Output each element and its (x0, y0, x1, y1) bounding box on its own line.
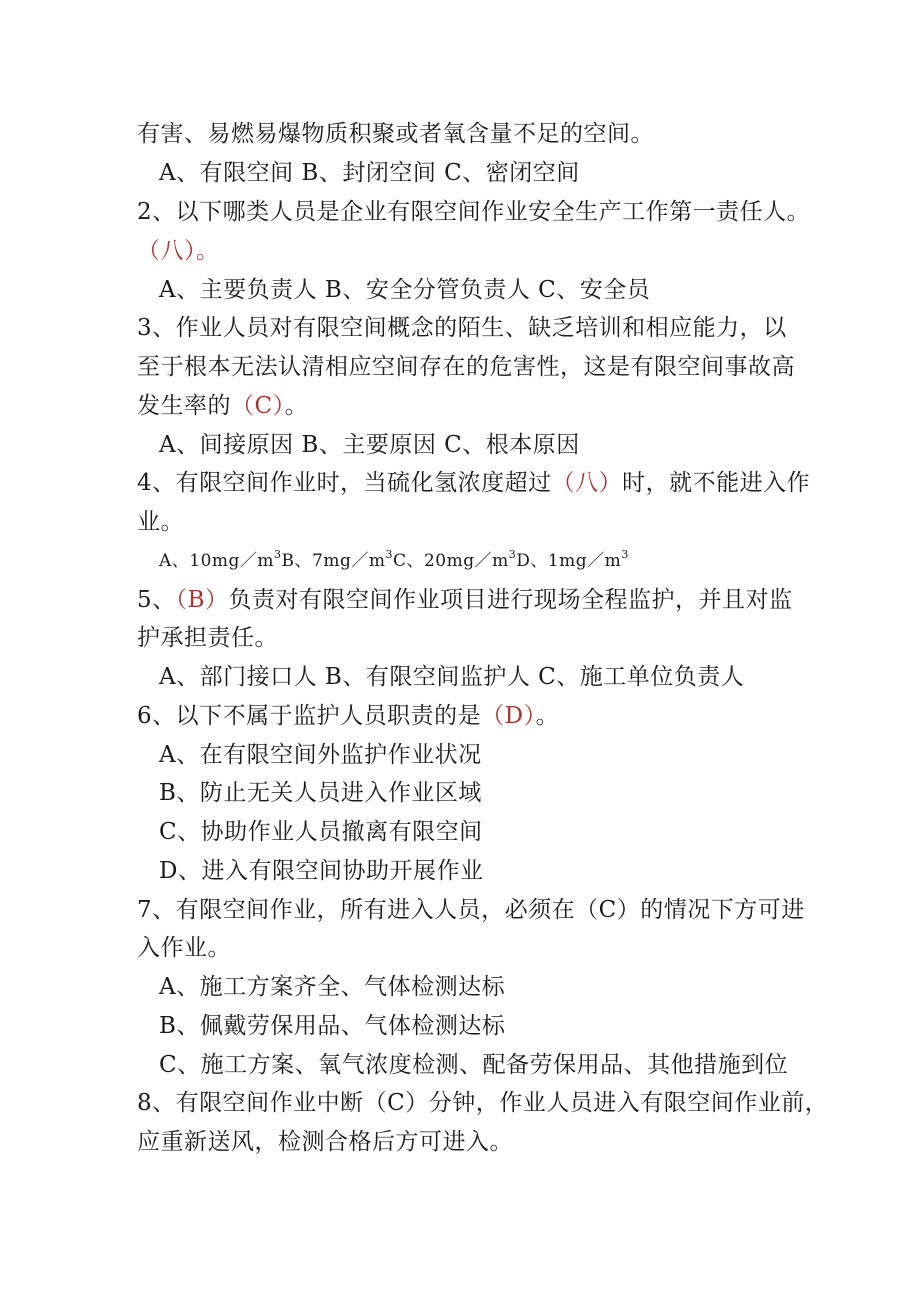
line-text: 2、以下哪类人员是企业有限空间作业安全生产工作第一责任人。 (137, 199, 811, 225)
line-text: 6、以下不属于监护人员职责的是 (137, 703, 482, 729)
line-text: 3、作业人员对有限空间概念的陌生、缺乏培训和相应能力，以 (137, 315, 787, 341)
line-text: A、部门接口人 B、有限空间监护人 C、施工单位负责人 (159, 664, 745, 690)
line-text: 负责对有限空间作业项目进行现场全程监护，并且对监 (228, 587, 793, 613)
line-text: B、防止无关人员进入作业区域 (159, 780, 482, 806)
line-text: B、佩戴劳保用品、气体检测达标 (159, 1013, 506, 1039)
superscript: 3 (508, 548, 517, 561)
line-text: 8、有限空间作业中断（C）分钟，作业人员进入有限空间作业前， (137, 1090, 829, 1116)
question-line (137, 197, 810, 227)
line-text: 7、有限空间作业，所有进入人员，必须在（C）的情况下方可进 (137, 897, 805, 923)
line-text: 入作业。 (137, 935, 231, 961)
text-line (137, 507, 184, 537)
option-b: B、7mg／m (281, 551, 386, 571)
superscript: 3 (385, 548, 393, 561)
line-text: A、间接原因 B、主要原因 C、根本原因 (159, 432, 580, 458)
option-line (159, 1011, 505, 1041)
text-line (137, 933, 231, 963)
line-text: A、有限空间 B、封闭空间 C、密闭空间 (159, 160, 580, 186)
line-text: 有害、易燃易爆物质积聚或者氧含量不足的空间。 (137, 121, 654, 147)
question-line (137, 313, 787, 343)
option-d: D、1mg／m (516, 551, 622, 571)
line-text: A、在有限空间外监护作业状况 (159, 742, 482, 768)
line-text: 至于根本无法认清相应空间存在的危害性，这是有限空间事故高 (137, 354, 795, 380)
option-a: A、10mg／m (159, 551, 275, 571)
line-text: A、主要负责人 B、安全分管负责人 C、安全员 (159, 277, 651, 303)
line-text: 应重新送风，检测合格后方可进入。 (137, 1129, 513, 1155)
options-line (159, 158, 580, 188)
option-line (159, 972, 505, 1002)
options-line (159, 662, 744, 692)
line-text: 5、 (137, 587, 176, 613)
question-line (137, 468, 810, 498)
line-text: D、进入有限空间协助开展作业 (159, 858, 484, 884)
line-text: 。 (535, 703, 560, 729)
question-line (137, 895, 805, 925)
superscript: 3 (274, 548, 282, 561)
line-text: C、协助作业人员撤离有限空间 (159, 819, 483, 845)
options-line (159, 430, 580, 460)
option-line (159, 817, 483, 847)
options-line (159, 546, 629, 576)
option-line (159, 856, 483, 886)
question-line (137, 1088, 828, 1118)
option-line (159, 1050, 788, 1080)
line-text: 。 (284, 393, 309, 419)
text-line (137, 391, 308, 421)
answer-text: （B） (175, 587, 229, 613)
answer-text: （C） (231, 393, 285, 419)
answer-text: （D） (481, 703, 536, 729)
line-text: 护承担责任。 (137, 625, 278, 651)
question-line (137, 585, 793, 615)
answer-line (137, 236, 220, 266)
question-line (137, 701, 559, 731)
text-line (137, 119, 654, 149)
answer-text: （八）。 (137, 238, 220, 264)
answer-text: （八） (551, 470, 623, 496)
line-text: 时，就不能进入作 (622, 470, 811, 496)
options-line (159, 275, 650, 305)
text-line (137, 1127, 513, 1157)
text-line (137, 352, 795, 382)
option-line (159, 778, 482, 808)
line-text: C、施工方案、氧气浓度检测、配备劳保用品、其他措施到位 (159, 1052, 789, 1078)
option-line (159, 740, 482, 770)
line-text: 4、有限空间作业时，当硫化氢浓度超过 (137, 470, 552, 496)
option-c: C、20mg／m (392, 551, 509, 571)
line-text: A、施工方案齐全、气体检测达标 (159, 974, 506, 1000)
superscript: 3 (621, 548, 629, 561)
text-line (137, 623, 278, 653)
line-text: 发生率的 (137, 393, 231, 419)
line-text: 业。 (137, 509, 184, 535)
